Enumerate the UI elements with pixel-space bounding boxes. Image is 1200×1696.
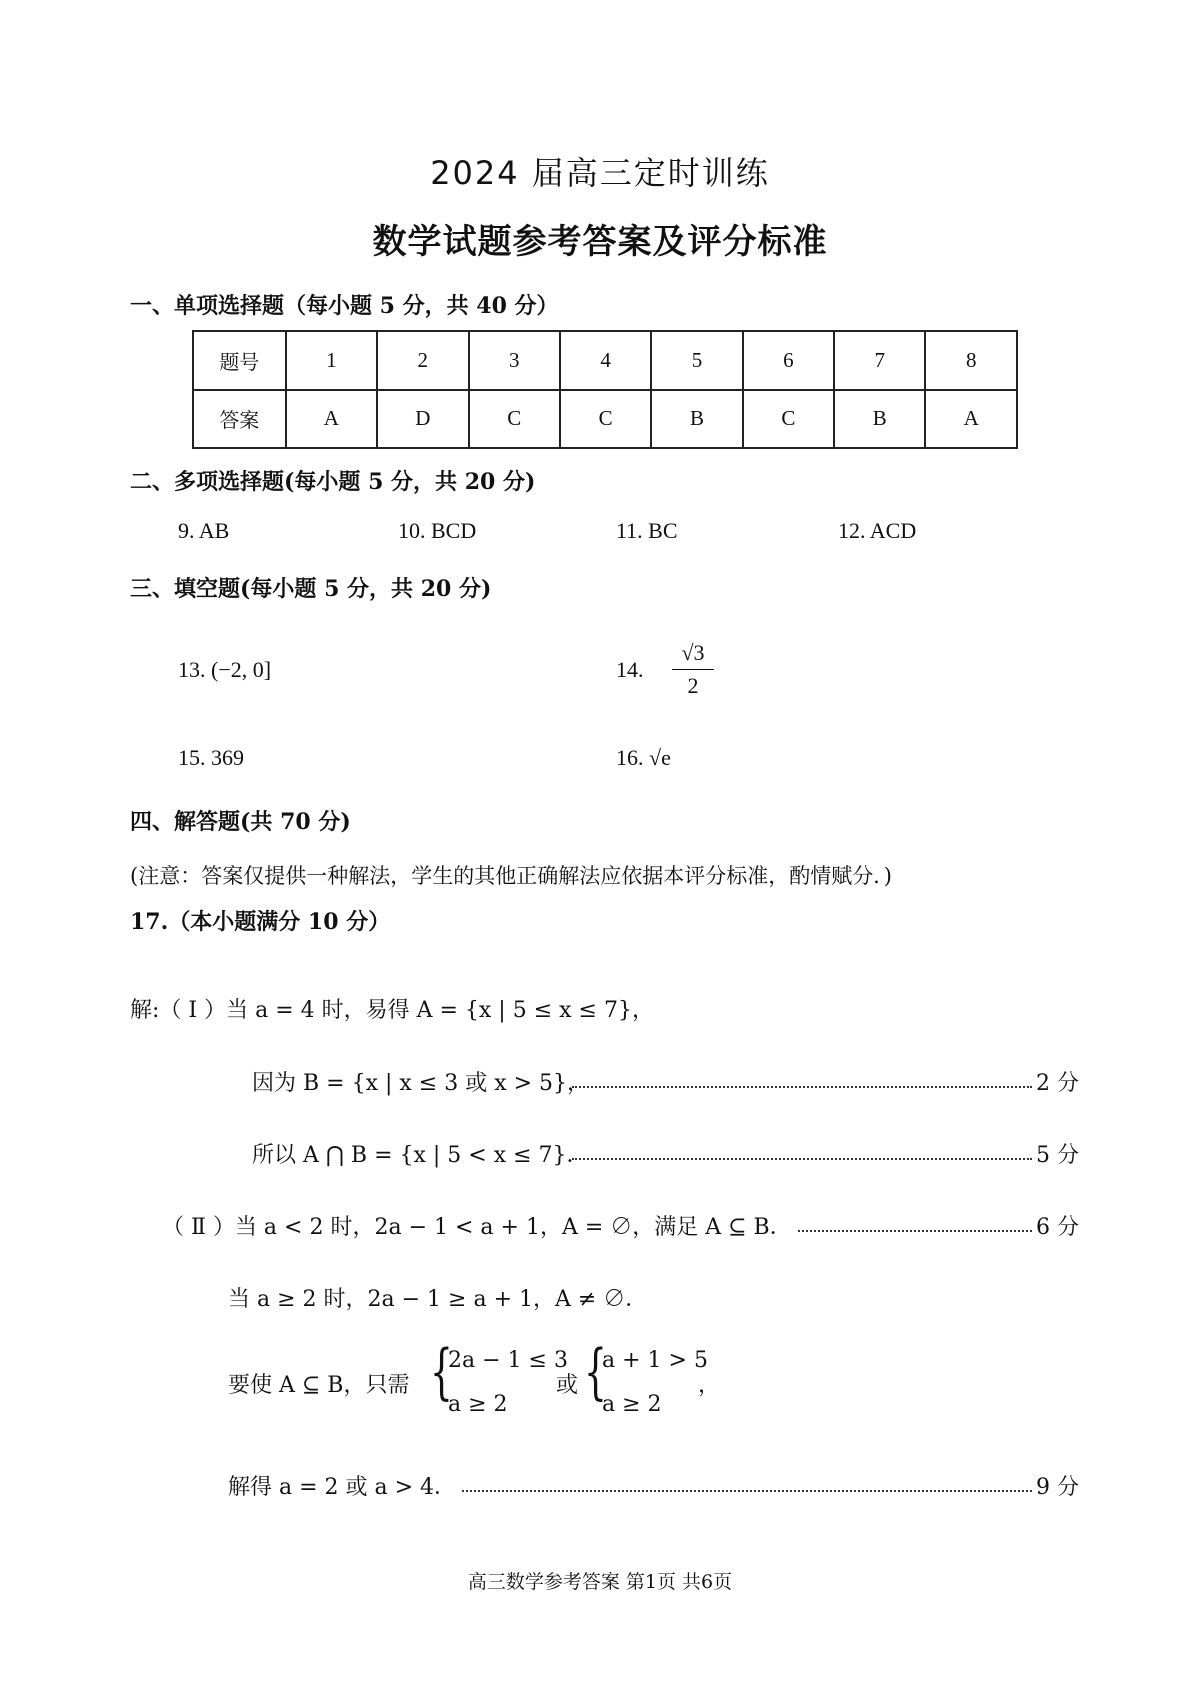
table-cell: 7 — [834, 331, 925, 390]
table-cell: 6 — [743, 331, 834, 390]
table-cell: 3 — [469, 331, 560, 390]
solution-line: 要使 A ⊆ B，只需 — [228, 1373, 410, 1398]
solution-line: 解得 a = 2 或 a > 4． — [228, 1475, 457, 1500]
answer-item: 15. 369 — [178, 745, 244, 770]
table-cell: D — [377, 390, 468, 449]
answer-key-title: 数学试题参考答案及评分标准 — [372, 222, 828, 262]
table-cell: C — [469, 390, 560, 449]
fraction-bar — [672, 669, 714, 670]
table-cell: A — [286, 390, 377, 449]
section-multi-choice-title: 二、多项选择题(每小题 5 分，共 20 分) — [130, 469, 536, 495]
solution-line: 所以 A ⋂ B = {x | 5 < x ≤ 7}． — [252, 1143, 589, 1168]
fraction-numerator: √3 — [681, 640, 705, 665]
solution-line: 解:（ Ⅰ ）当 a = 4 时，易得 A = {x | 5 ≤ x ≤ 7}， — [130, 998, 654, 1023]
section-single-choice-title: 一、单项选择题（每小题 5 分，共 40 分） — [130, 293, 559, 319]
dotted-leader — [462, 1490, 1032, 1492]
section-fill-blank-title: 三、填空题(每小题 5 分，共 20 分) — [130, 576, 492, 602]
table-cell: A — [925, 390, 1017, 449]
fraction-denominator: 2 — [687, 673, 699, 698]
table-cell: C — [743, 390, 834, 449]
table-cell: 5 — [651, 331, 742, 390]
table-header-cell: 题号 — [193, 331, 286, 390]
note-text: (注意：答案仅提供一种解法，学生的其他正确解法应依据本评分标准，酌情赋分．) — [130, 864, 892, 888]
score-mark: 6 分 — [1036, 1215, 1079, 1240]
exam-title: 2024 届高三定时训练 — [430, 154, 770, 192]
left-brace: { — [430, 1337, 453, 1407]
table-row — [193, 390, 1017, 449]
fraction — [672, 640, 714, 699]
table-cell: 1 — [286, 331, 377, 390]
inequality: 2a − 1 ≤ 3 — [448, 1348, 568, 1373]
table-header-cell: 答案 — [193, 390, 286, 449]
dotted-leader — [572, 1158, 1032, 1160]
table-cell: 2 — [377, 331, 468, 390]
score-mark: 9 分 — [1036, 1475, 1079, 1500]
solution-line: （ Ⅱ ）当 a < 2 时，2a − 1 < a + 1，A = ∅，满足 A ⊆ B． — [162, 1215, 792, 1240]
table-row — [193, 331, 1017, 390]
table-cell: B — [834, 390, 925, 449]
solution-line: 当 a ≥ 2 时，2a − 1 ≥ a + 1，A ≠ ∅． — [228, 1287, 648, 1312]
dotted-leader — [798, 1230, 1032, 1232]
answer-item: 10. BCD — [398, 518, 477, 543]
table-cell: C — [560, 390, 651, 449]
punctuation: ， — [698, 1373, 721, 1398]
answer-item: 9. AB — [178, 518, 230, 543]
answer-item: 16. √e — [616, 745, 671, 770]
answer-table — [192, 330, 1018, 449]
table-cell: 4 — [560, 331, 651, 390]
table-cell: 8 — [925, 331, 1017, 390]
table-cell: B — [651, 390, 742, 449]
answer-item-label: 14. — [616, 657, 644, 682]
inequality: a + 1 > 5 — [602, 1348, 708, 1373]
dotted-leader — [572, 1086, 1032, 1088]
score-mark: 5 分 — [1036, 1143, 1079, 1168]
answer-item: 13. (−2, 0] — [178, 657, 272, 682]
section-solution-title: 四、解答题(共 70 分) — [130, 809, 351, 835]
page-footer: 高三数学参考答案 第1页 共6页 — [467, 1571, 733, 1593]
answer-item: 11. BC — [616, 518, 678, 543]
answer-item: 12. ACD — [838, 518, 917, 543]
score-mark: 2 分 — [1036, 1071, 1079, 1096]
inequality: a ≥ 2 — [602, 1392, 662, 1417]
solution-line: 因为 B = {x | x ≤ 3 或 x > 5}， — [252, 1071, 590, 1096]
conjunction-text: 或 — [556, 1373, 579, 1398]
question-17-title: 17.（本小题满分 10 分） — [130, 909, 391, 935]
inequality: a ≥ 2 — [448, 1392, 508, 1417]
left-brace: { — [584, 1337, 607, 1407]
